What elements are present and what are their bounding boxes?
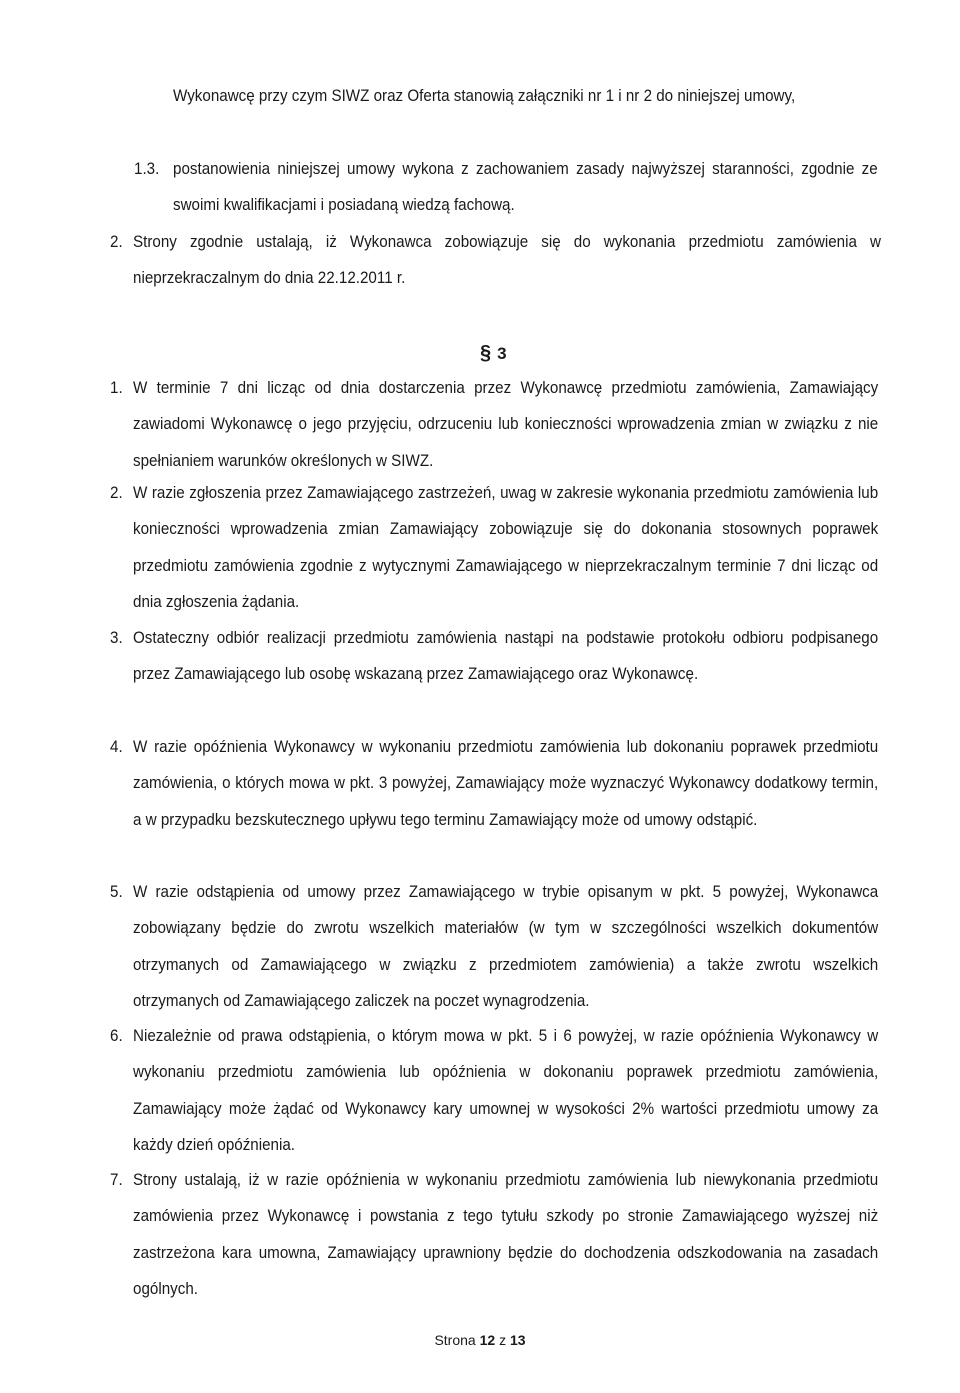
item-5-number: 5. [110, 883, 123, 901]
section-heading [480, 335, 507, 372]
intro-continuation: Wykonawcę przy czym SIWZ oraz Oferta stanowią załączniki nr 1 i nr 2 do niniejszej umowy, [173, 87, 796, 105]
footer-of: z [499, 1332, 507, 1348]
item-2-text: W razie zgłoszenia przez Zamawiającego zastrzeżeń, uwag w zakresie wykonania przedmiotu zamówienia lub konieczności wprowadzenia zmian Zamawiający zobowiązuje się do dokonania stosownych poprawek przedmiotu zamówienia zgodnie z wytycznymi Zamawiającego w nieprzekraczalnym terminie 7 dni licząc od dnia zgłoszenia żądania. [133, 484, 879, 611]
paragraph-sign: § [480, 342, 492, 364]
page-footer [0, 1330, 960, 1350]
intro-item-2-text: Strony zgodnie ustalają, iż Wykonawca zobowiązuje się do wykonania przedmiotu zamówienia w nieprzekraczalnym do dnia 22.12.2011 r. [133, 233, 881, 288]
item-6-text: Niezależnie od prawa odstąpienia, o którym mowa w pkt. 5 i 6 powyżej, w razie opóźnienia Wykonawcy w wykonaniu przedmiotu zamówienia lub opóźnienia w dokonaniu poprawek przedmiotu zamówienia, Zamawiający może żądać od Wykonawcy kary umownej w wysokości 2% wartości przedmiotu umowy za każdy dzień opóźnienia. [133, 1027, 879, 1154]
footer-label: Strona [434, 1332, 476, 1348]
item-1-text: W terminie 7 dni licząc od dnia dostarczenia przez Wykonawcę przedmiotu zamówienia, Zamawiający zawiadomi Wykonawcę o jego przyjęciu, odrzuceniu lub konieczności wprowadzenia zmian w związku z nie spełnianiem warunków określonych w SIWZ. [133, 379, 879, 470]
item-5-text: W razie odstąpienia od umowy przez Zamawiającego w trybie opisanym w pkt. 5 powyżej, Wykonawca zobowiązany będzie do zwrotu wszelkich materiałów (w tym w szczególności wszelkich dokumentów otrzymanych od Zamawiającego w związku z przedmiotem zamówienia) a także zwrotu wszelkich otrzymanych od Zamawiającego zaliczek na poczet wynagrodzenia. [133, 883, 879, 1010]
item-4-text: W razie opóźnienia Wykonawcy w wykonaniu przedmiotu zamówienia lub dokonaniu poprawek przedmiotu zamówienia, o których mowa w pkt. 3 powyżej, Zamawiający może wyznaczyć Wykonawcy dodatkowy termin, a w przypadku bezskutecznego upływu tego terminu Zamawiający może od umowy odstąpić. [133, 738, 879, 829]
intro-item-2-number: 2. [110, 233, 123, 251]
item-1-3-number: 1.3. [134, 160, 160, 178]
item-3-number: 3. [110, 629, 123, 647]
item-3-text: Ostateczny odbiór realizacji przedmiotu zamówienia nastąpi na podstawie protokołu odbioru podpisanego przez Zamawiającego lub osobę wskazaną przez Zamawiającego oraz Wykonawcę. [133, 629, 879, 684]
footer-page-number: 12 [479, 1332, 496, 1348]
item-2-number: 2. [110, 484, 123, 502]
item-7-text: Strony ustalają, iż w razie opóźnienia w wykonaniu przedmiotu zamówienia lub niewykonania przedmiotu zamówienia przez Wykonawcę i powstania z tego tytułu szkody po stronie Zamawiającego wyższej niż zastrzeżona kara umowna, Zamawiający uprawniony będzie do dochodzenia odszkodowania na zasadach ogólnych. [133, 1171, 879, 1298]
item-6-number: 6. [110, 1027, 123, 1045]
section-number: 3 [497, 344, 507, 363]
item-4-number: 4. [110, 738, 123, 756]
item-1-number: 1. [110, 379, 123, 397]
item-7-number: 7. [110, 1171, 123, 1189]
footer-total-pages: 13 [509, 1332, 526, 1348]
item-1-3-text: postanowienia niniejszej umowy wykona z zachowaniem zasady najwyższej staranności, zgodnie ze swoimi kwalifikacjami i posiadaną wiedzą fachową. [173, 160, 878, 215]
